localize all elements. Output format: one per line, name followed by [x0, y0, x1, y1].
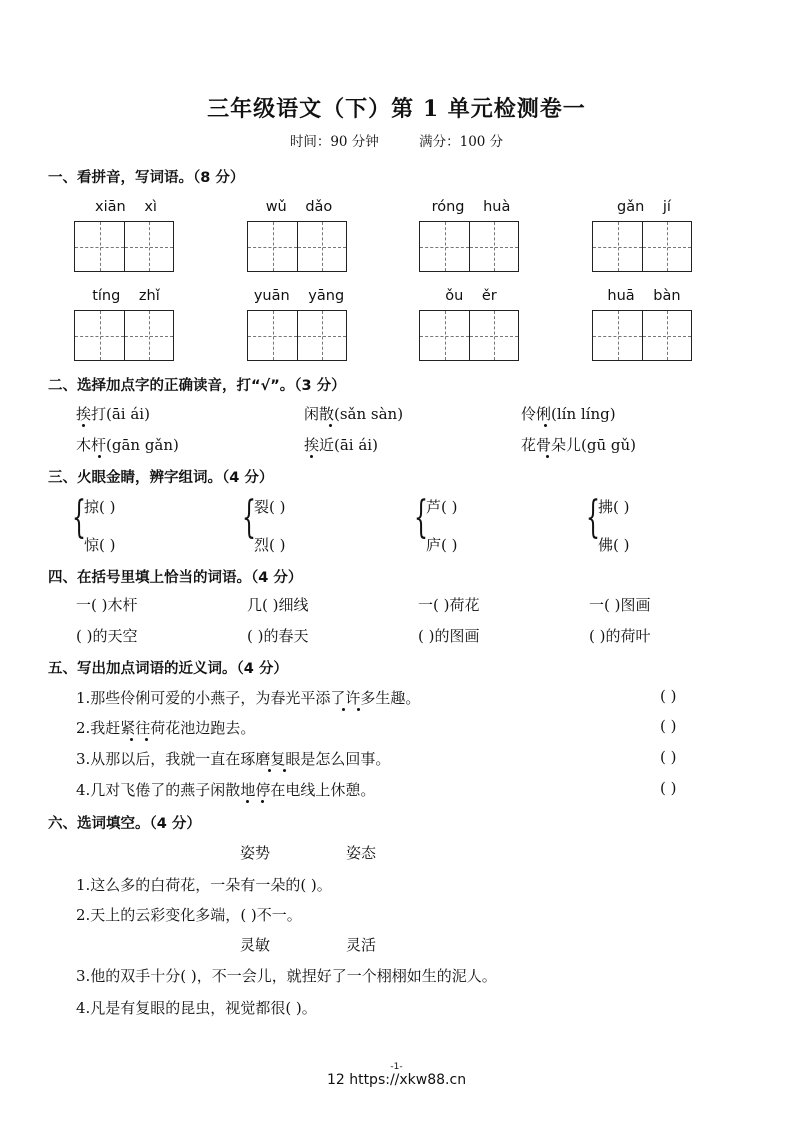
question-item[interactable]: 3.他的双手十分( )，不一会儿，就捏好了一个栩栩如生的泥人。 — [76, 967, 497, 985]
fill-blank[interactable]: ( )的荷叶 — [589, 627, 651, 645]
word-option: 灵活 — [346, 936, 377, 954]
word-blank[interactable]: 佛( ) — [598, 536, 630, 554]
section1-heading: 一、看拼音，写词语。（8 分） — [48, 170, 245, 186]
emphasis-dot — [261, 800, 264, 803]
emphasis-dot — [98, 455, 101, 458]
emphasis-dot — [342, 708, 345, 711]
writing-grid[interactable] — [419, 310, 519, 361]
question-item: 2.我赶紧往荷花池边跑去。 — [76, 719, 256, 737]
word-option: 姿态 — [346, 844, 377, 862]
exam-score: 满分：100 分 — [419, 134, 504, 150]
pinyin-label: ǒu ěr — [445, 288, 497, 304]
pinyin-label: huā bàn — [607, 288, 681, 304]
fill-blank[interactable]: ( )的图画 — [418, 627, 480, 645]
emphasis-dot — [130, 738, 133, 741]
question-item[interactable]: 1.这么多的白荷花，一朵有一朵的( )。 — [76, 876, 332, 894]
answer-blank[interactable]: ( ) — [660, 687, 677, 705]
fill-blank[interactable]: ( )的春天 — [247, 627, 309, 645]
answer-blank[interactable]: ( ) — [660, 779, 677, 797]
writing-grid[interactable] — [74, 310, 174, 361]
brace-icon: { — [414, 492, 428, 543]
pinyin-label: róng huà — [431, 199, 511, 215]
section5-heading: 五、写出加点词语的近义词。（4 分） — [48, 661, 288, 677]
section3-heading: 三、火眼金睛，辨字组词。（4 分） — [48, 470, 274, 486]
word-blank[interactable]: 掠( ) — [84, 498, 116, 516]
word-blank[interactable]: 庐( ) — [426, 536, 458, 554]
page-number: -1- — [390, 1062, 403, 1072]
reading-choice[interactable]: 伶俐(lín líng) — [521, 405, 616, 423]
reading-choice[interactable]: 挨近(āi ái) — [304, 436, 378, 454]
emphasis-dot — [329, 424, 332, 427]
brace-icon: { — [242, 492, 256, 543]
fill-blank[interactable]: 一( )荷花 — [418, 596, 480, 614]
emphasis-dot — [82, 424, 85, 427]
reading-choice[interactable]: 闲散(sǎn sàn) — [304, 405, 404, 423]
fill-blank[interactable]: 几( )细线 — [247, 596, 309, 614]
word-blank[interactable]: 芦( ) — [426, 498, 458, 516]
reading-choice[interactable]: 挨打(āi ái) — [76, 405, 150, 423]
exam-meta — [0, 130, 793, 150]
word-blank[interactable]: 裂( ) — [254, 498, 286, 516]
brace-icon: { — [72, 492, 86, 543]
emphasis-dot — [145, 738, 148, 741]
emphasis-dot — [544, 424, 547, 427]
section4-heading: 四、在括号里填上恰当的词语。（4 分） — [48, 570, 303, 586]
writing-grid[interactable] — [419, 221, 519, 272]
emphasis-dot — [268, 769, 271, 772]
fill-blank[interactable]: 一( )木杆 — [76, 596, 138, 614]
answer-blank[interactable]: ( ) — [660, 717, 677, 735]
emphasis-dot — [283, 769, 286, 772]
fill-blank[interactable]: 一( )图画 — [589, 596, 651, 614]
pinyin-label: xiān xì — [95, 199, 157, 215]
writing-grid[interactable] — [74, 221, 174, 272]
answer-blank[interactable]: ( ) — [660, 748, 677, 766]
word-option: 姿势 — [240, 844, 271, 862]
emphasis-dot — [546, 455, 549, 458]
word-blank[interactable]: 惊( ) — [84, 536, 116, 554]
writing-grid[interactable] — [247, 221, 347, 272]
word-blank[interactable]: 拂( ) — [598, 498, 630, 516]
writing-grid[interactable] — [592, 221, 692, 272]
brace-icon: { — [586, 492, 600, 543]
emphasis-dot — [246, 800, 249, 803]
reading-choice[interactable]: 木杆(gān gǎn) — [76, 436, 179, 454]
writing-grid[interactable] — [592, 310, 692, 361]
question-item: 1.那些伶俐可爱的小燕子，为春光平添了许多生趣。 — [76, 689, 421, 707]
page-title: 三年级语文（下）第 1 单元检测卷一 — [207, 96, 586, 122]
word-blank[interactable]: 烈( ) — [254, 536, 286, 554]
question-item[interactable]: 2.天上的云彩变化多端，( )不一。 — [76, 906, 302, 924]
word-option: 灵敏 — [240, 936, 271, 954]
pinyin-label: gǎn jí — [617, 199, 671, 215]
section6-heading: 六、选词填空。（4 分） — [48, 816, 201, 832]
reading-choice[interactable]: 花骨朵儿(gū gǔ) — [521, 436, 636, 454]
question-item[interactable]: 4.凡是有复眼的昆虫，视觉都很( )。 — [76, 999, 317, 1017]
pinyin-label: yuān yāng — [253, 288, 345, 304]
emphasis-dot — [310, 455, 313, 458]
question-item: 3.从那以后，我就一直在琢磨复眼是怎么回事。 — [76, 750, 391, 768]
fill-blank[interactable]: ( )的天空 — [76, 627, 138, 645]
site-footer: 12 https://xkw88.cn — [326, 1072, 467, 1088]
exam-time: 时间：90 分钟 — [289, 134, 379, 150]
section2-heading: 二、选择加点字的正确读音，打“√”。（3 分） — [48, 378, 346, 394]
pinyin-label: wǔ dǎo — [265, 199, 333, 215]
emphasis-dot — [357, 708, 360, 711]
pinyin-label: tíng zhǐ — [92, 288, 160, 304]
writing-grid[interactable] — [247, 310, 347, 361]
question-item: 4.几对飞倦了的燕子闲散地停在电线上休憩。 — [76, 781, 376, 799]
